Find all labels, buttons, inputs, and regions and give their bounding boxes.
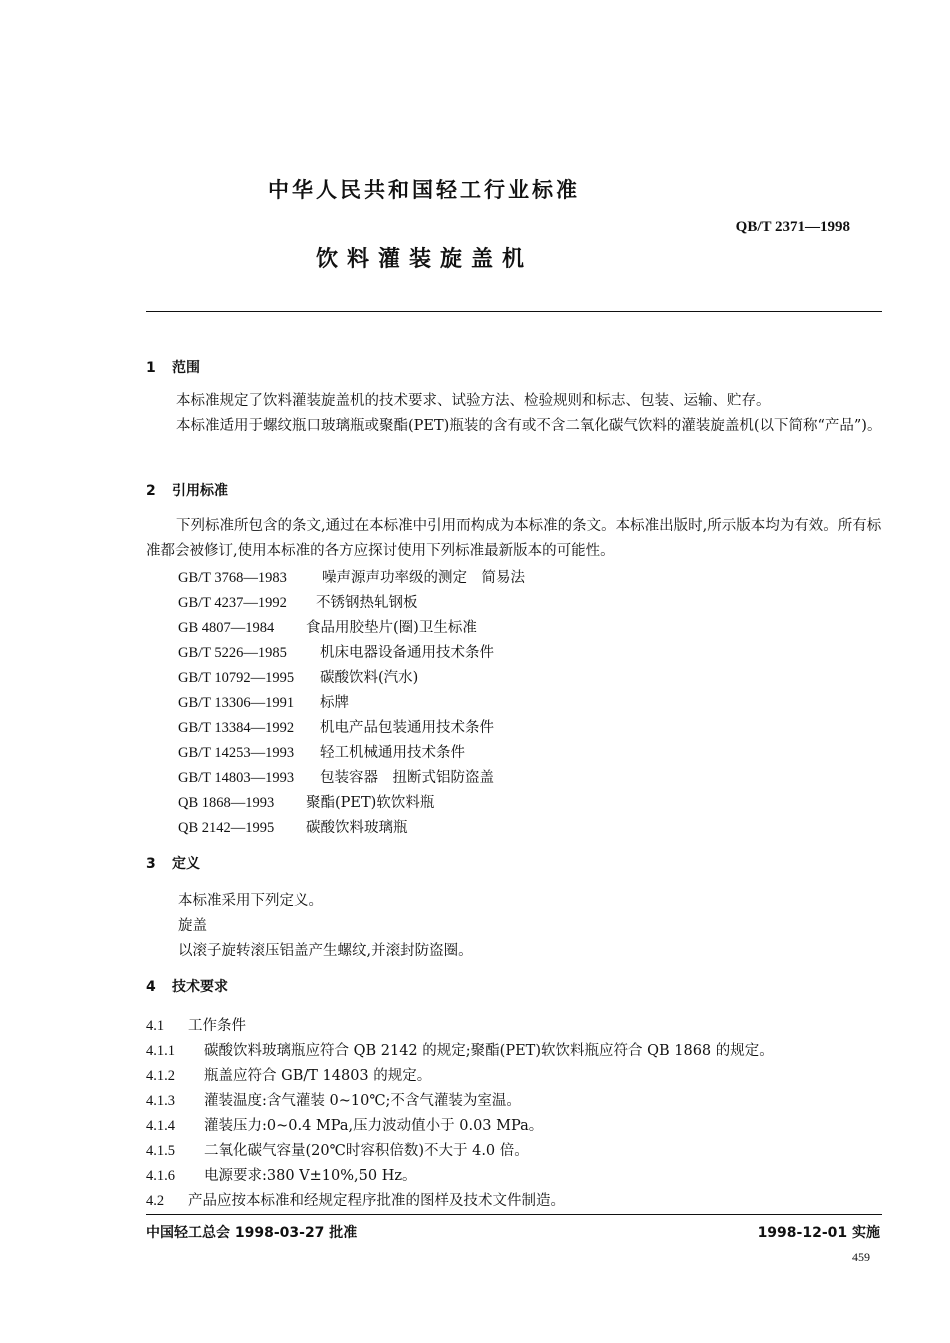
clause-text: 电源要求:380 V±10%,50 Hz。 [204,1168,417,1184]
section-number: 1 [146,360,156,376]
footer-divider [146,1214,882,1215]
reference-code: GB/T 5226—1985 [178,645,287,661]
clause-text: 碳酸饮料玻璃瓶应符合 QB 2142 的规定;聚酯(PET)软饮料瓶应符合 QB 1868 的规定。 [204,1043,774,1059]
clause-item [146,1064,431,1085]
section-number: 3 [146,856,156,872]
reference-item [178,791,434,812]
section-2-para-1: 下列标准所包含的条文,通过在本标准中引用而构成为本标准的条文。本标准出版时,所示版本均为有效。所有标准都会被修订,使用本标准的各方应探讨使用下列标准最新版本的可能性。 [146,518,882,559]
clause-text: 灌装压力:0~0.4 MPa,压力波动值小于 0.03 MPa。 [204,1118,544,1134]
reference-item [178,716,494,737]
clause-item [146,1089,521,1110]
clause-number: 4.1.6 [146,1168,175,1184]
reference-name: 噪声源声功率级的测定 简易法 [322,570,525,586]
clause-number: 4.1.4 [146,1118,175,1134]
reference-code: GB/T 4237—1992 [178,595,287,611]
clause-number: 4.1.3 [146,1093,175,1109]
definition-text: 以滚子旋转滚压铝盖产生螺纹,并滚封防盗圈。 [178,943,473,959]
clause-number: 4.1.1 [146,1043,175,1059]
clause-item [146,1189,565,1210]
clause-text: 工作条件 [188,1018,246,1034]
reference-item [178,641,494,662]
section-2-heading [146,480,228,500]
clause-text: 二氧化碳气容量(20℃时容积倍数)不大于 4.0 倍。 [204,1143,529,1159]
header-divider [146,311,882,312]
reference-item [178,591,418,612]
reference-code: GB/T 13306—1991 [178,695,295,711]
reference-item [178,766,494,787]
section-number: 2 [146,483,156,499]
section-title: 引用标准 [172,483,228,499]
clause-item [146,1014,246,1035]
standard-category: 中华人民共和国轻工行业标准 [268,178,580,202]
section-1-para-1: 本标准规定了饮料灌装旋盖机的技术要求、试验方法、检验规则和标志、包装、运输、贮存。 [176,393,771,409]
reference-item [178,691,349,712]
clause-number: 4.1.5 [146,1143,175,1159]
reference-name: 机电产品包装通用技术条件 [320,720,494,736]
reference-code: GB/T 14803—1993 [178,770,295,786]
reference-code: GB/T 13384—1992 [178,720,295,736]
clause-number: 4.2 [146,1193,165,1209]
clause-item [146,1164,416,1185]
reference-name: 轻工机械通用技术条件 [320,745,465,761]
reference-name: 标牌 [320,695,349,711]
reference-name: 机床电器设备通用技术条件 [320,645,494,661]
reference-name: 碳酸饮料(汽水) [320,670,419,686]
reference-name: 食品用胶垫片(圈)卫生标准 [306,620,477,636]
clause-number: 4.1.2 [146,1068,175,1084]
reference-item [178,666,418,687]
clause-text: 产品应按本标准和经规定程序批准的图样及技术文件制造。 [188,1193,565,1209]
reference-code: GB/T 3768—1983 [178,570,287,586]
section-1-heading [146,357,200,377]
clause-text: 瓶盖应符合 GB/T 14803 的规定。 [204,1068,432,1084]
reference-code: GB/T 14253—1993 [178,745,295,761]
reference-name: 不锈钢热轧钢板 [316,595,418,611]
reference-item [178,566,525,587]
document-title: 饮料灌装旋盖机 [316,247,534,272]
section-4-heading [146,976,228,996]
reference-name: 碳酸饮料玻璃瓶 [306,820,408,836]
section-title: 技术要求 [172,979,228,995]
section-1-para-2: 本标准适用于螺纹瓶口玻璃瓶或聚酯(PET)瓶装的含有或不含二氧化碳气饮料的灌装旋盖机(以下简称“产品”)。 [176,418,882,434]
reference-item [178,816,408,837]
section-number: 4 [146,979,156,995]
reference-code: QB 2142—1995 [178,820,275,836]
section-title: 定义 [172,856,200,872]
reference-code: QB 1868—1993 [178,795,275,811]
clause-item [146,1114,543,1135]
definition-term: 旋盖 [178,918,207,934]
clause-number: 4.1 [146,1018,165,1034]
reference-code: GB 4807—1984 [178,620,275,636]
definition-intro: 本标准采用下列定义。 [178,893,323,909]
clause-text: 灌装温度:含气灌装 0~10℃;不含气灌装为室温。 [204,1093,521,1109]
standard-code: QB/T 2371—1998 [735,219,850,235]
implementation-date: 1998-12-01 实施 [757,1225,880,1241]
clause-item [146,1139,529,1160]
reference-item [178,741,465,762]
reference-name: 聚酯(PET)软饮料瓶 [306,795,435,811]
section-title: 范围 [172,360,200,376]
reference-item [178,616,477,637]
reference-code: GB/T 10792—1995 [178,670,295,686]
approval-note: 中国轻工总会 1998-03-27 批准 [146,1225,358,1241]
section-3-heading [146,853,200,873]
page-number: 459 [852,1250,870,1264]
clause-item [146,1039,774,1060]
reference-name: 包装容器 扭断式铝防盗盖 [320,770,494,786]
